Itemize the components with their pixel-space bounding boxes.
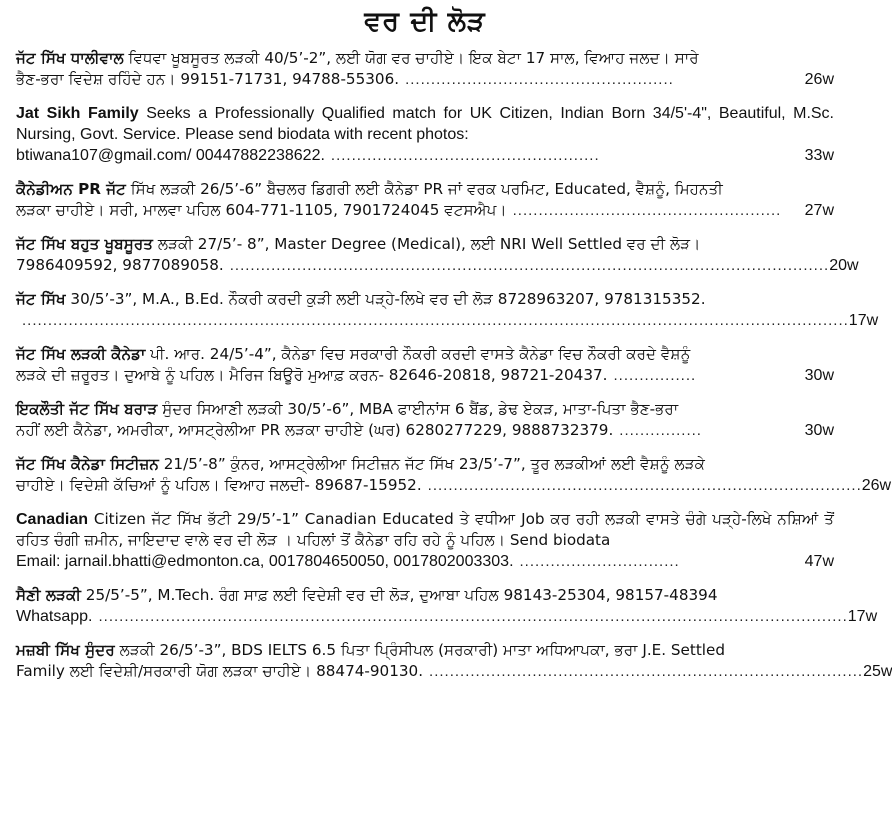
ad-text xyxy=(16,289,834,310)
ad-lead: ਮਜ਼ਬੀ ਸਿੱਖ ਸੁੰਦਰ xyxy=(16,641,115,659)
page-title: ਵਰ ਦੀ ਲੋੜ xyxy=(364,6,486,37)
ad-lead: ਜੱਟ ਸਿੱਖ ਕੈਨੇਡਾ ਸਿਟੀਜ਼ਨ xyxy=(16,455,159,473)
ad-last-line: ਲੜਕਾ ਚਾਹੀਏ। ਸਰੀ, ਮਾਲਵਾ ਪਹਿਲ 604-771-1105, 7901724045 ਵਟਸਐਪ। xyxy=(16,201,507,219)
leader-dots: .................................................... xyxy=(330,147,600,164)
ad-code: 27w xyxy=(804,202,834,219)
leader-dots: ................................................................................................................................................................ xyxy=(22,312,849,329)
ad-tail xyxy=(16,365,834,386)
ad-body: 30/5’-3”, M.A., B.Ed. ਨੌਕਰੀ ਕਰਦੀ ਕੁੜੀ ਲਈ ਪੜ੍ਹੇ-ਲਿਖੇ ਵਰ ਦੀ ਲੋੜ 8728963207, 9781315352. xyxy=(65,290,706,308)
ad-tail xyxy=(16,145,834,166)
ad-body: ਲੜਕੀ 27/5’- 8”, Master Degree (Medical), ਲਈ NRI Well Settled ਵਰ ਦੀ ਲੋੜ। xyxy=(153,235,701,253)
leader-dots: .................................................... xyxy=(405,71,674,88)
ad-item xyxy=(16,289,879,331)
ad-text xyxy=(16,48,834,69)
ad-item xyxy=(16,179,834,221)
ad-lead: ਜੱਟ ਸਿੱਖ ਲੜਕੀ ਕੈਨੇਡਾ xyxy=(16,345,146,363)
ad-item xyxy=(16,234,859,276)
leader-dots: ............................... xyxy=(519,553,680,570)
ad-tail xyxy=(16,255,859,276)
ad-tail xyxy=(16,420,834,441)
ad-tail xyxy=(16,661,892,682)
ad-last-line: ਨਹੀਂ ਲਈ ਕੈਨੇਡਾ, ਅਮਰੀਕਾ, ਆਸਟ੍ਰੇਲੀਆ PR ਲੜਕਾ ਚਾਹੀਏ (ਘਰ) 6280277229, 9888732379. xyxy=(16,421,614,439)
ad-tail xyxy=(16,310,879,331)
leader-dots: ................ xyxy=(619,422,702,439)
ad-lead: ਜੱਟ ਸਿੱਖ ਧਾਲੀਵਾਲ xyxy=(16,49,124,67)
ad-code: 30w xyxy=(804,422,834,439)
ad-code: 26w xyxy=(861,477,892,494)
ad-text xyxy=(16,344,834,365)
ad-code: 20w xyxy=(829,257,859,274)
ad-text xyxy=(16,179,834,200)
ad-list xyxy=(16,48,892,682)
leader-dots: .................................................... xyxy=(512,202,782,219)
ad-tail xyxy=(16,475,892,496)
ad-item xyxy=(16,509,834,572)
ad-lead: ਜੱਟ ਸਿੱਖ xyxy=(16,290,66,308)
ad-item xyxy=(16,454,892,496)
ad-body: ਸੁੰਦਰ ਸਿਆਣੀ ਲੜਕੀ 30/5’-6”, MBA ਫਾਈਨਾਂਸ 6 ਬੈਂਡ, ਡੇਢ ਏਕੜ, ਮਾਤਾ-ਪਿਤਾ ਭੈਣ-ਭਰਾ xyxy=(157,400,679,418)
ad-body: 21/5’-8” ਕੁੰਨਰ, ਆਸਟ੍ਰੇਲੀਆ ਸਿਟੀਜ਼ਨ ਜੱਟ ਸਿੱਖ 23/5’-7”, ਤੂਰ ਲੜਕੀਆਂ ਲਈ ਵੈਸ਼ਨੂੰ ਲੜਕੇ xyxy=(158,455,706,473)
ad-lead: Canadian xyxy=(16,511,89,528)
ad-code: 47w xyxy=(804,553,834,570)
ad-code: 26w xyxy=(804,71,834,88)
ad-code: 30w xyxy=(804,367,834,384)
ad-text xyxy=(16,585,834,606)
ad-last-line: Family ਲਈ ਵਿਦੇਸ਼ੀ/ਸਰਕਾਰੀ ਯੋਗ ਲੜਕਾ ਚਾਹੀਏ। 88474-90130. xyxy=(16,662,424,680)
ad-lead: ਸੈਣੀ ਲੜਕੀ xyxy=(16,586,81,604)
ad-text xyxy=(16,103,834,145)
ad-item xyxy=(16,399,834,441)
ad-tail xyxy=(16,551,834,572)
ad-last-line: btiwana107@gmail.com/ 00447882238622. xyxy=(16,147,325,164)
ad-last-line: Email: jarnail.bhatti@edmonton.ca, 0017804650050, 0017802003303. xyxy=(16,553,514,570)
ad-item xyxy=(16,640,892,682)
ad-lead: ਕੈਨੇਡੀਅਨ PR ਜੱਟ xyxy=(16,180,126,198)
ad-item xyxy=(16,103,834,166)
leader-dots: .................................................................................... xyxy=(429,663,864,680)
ad-body: ਪੀ. ਆਰ. 24/5’-4”, ਕੈਨੇਡਾ ਵਿਚ ਸਰਕਾਰੀ ਨੌਕਰੀ ਕਰਦੀ ਵਾਸਤੇ ਕੈਨੇਡਾ ਵਿਚ ਨੌਕਰੀ ਕਰਦੇ ਵੈਸ਼ਨੂੰ xyxy=(145,345,691,363)
ad-code: 33w xyxy=(804,147,834,164)
ad-text xyxy=(16,640,834,661)
ad-body: ਵਿਧਵਾ ਖੂਬਸੂਰਤ ਲੜਕੀ 40/5’-2”, ਲਈ ਯੋਗ ਵਰ ਚਾਹੀਏ। ਇਕ ਬੇਟਾ 17 ਸਾਲ, ਵਿਆਹ ਜਲਦ। ਸਾਰੇ xyxy=(123,49,699,67)
ad-body: ਲੜਕੀ 26/5’-3”, BDS IELTS 6.5 ਪਿਤਾ ਪ੍ਰਿੰਸੀਪਲ (ਸਰਕਾਰੀ) ਮਾਤਾ ਅਧਿਆਪਕਾ, ਭਰਾ J.E. Settled xyxy=(114,641,726,659)
ad-text xyxy=(16,454,834,475)
ad-item xyxy=(16,344,834,386)
ad-last-line: ਚਾਹੀਏ। ਵਿਦੇਸ਼ੀ ਕੱਚਿਆਂ ਨੂੰ ਪਹਿਲ। ਵਿਆਹ ਜਲਦੀ- 89687-15952. xyxy=(16,476,422,494)
ad-tail xyxy=(16,200,834,221)
ad-body: Seeks a Professionally Qualified match for UK Citizen, Indian Born 34/5'-4", Beautiful, M.Sc. Nursing, Govt. Service. Please send biodata with recent photos: xyxy=(16,105,835,143)
ad-item xyxy=(16,585,878,627)
ad-body: 25/5’-5”, M.Tech. ਰੰਗ ਸਾਫ਼ ਲਈ ਵਿਦੇਸ਼ੀ ਵਰ ਦੀ ਲੋੜ, ਦੁਆਬਾ ਪਹਿਲ 98143-25304, 98157-48394 xyxy=(80,586,718,604)
ad-last-line: 7986409592, 9877089058. xyxy=(16,256,224,274)
leader-dots: ................ xyxy=(613,367,697,384)
ad-lead: ਜੱਟ ਸਿੱਖ ਬਹੁਤ ਖੂਬਸੂਰਤ xyxy=(16,235,154,253)
leader-dots: ................................................................................................................................................. xyxy=(98,608,848,625)
ad-lead: Jat Sikh Family xyxy=(16,105,139,122)
ad-tail xyxy=(16,69,834,90)
ad-text xyxy=(16,509,834,551)
ad-code: 17w xyxy=(848,312,879,329)
ad-text xyxy=(16,234,834,255)
ad-last-line: Whatsapp. xyxy=(16,608,93,625)
ad-body: ਸਿੱਖ ਲੜਕੀ 26/5’-6” ਬੈਚਲਰ ਡਿਗਰੀ ਲਈ ਕੈਨੇਡਾ PR ਜਾਂ ਵਰਕ ਪਰਮਿਟ, Educated, ਵੈਸ਼ਨੂੰ, ਮਿਹਨਤੀ xyxy=(125,180,723,198)
ad-last-line: ਲੜਕੇ ਦੀ ਜ਼ਰੂਰਤ। ਦੁਆਬੇ ਨੂੰ ਪਹਿਲ। ਮੈਰਿਜ ਬਿਊਰੋ ਮੁਆਫ਼ ਕਰਨ- 82646-20818, 98721-20437. xyxy=(16,366,608,384)
ad-item xyxy=(16,48,834,90)
ad-tail xyxy=(16,606,878,627)
ad-lead: ਇਕਲੌਤੀ ਜੱਟ ਸਿੱਖ ਬਰਾੜ xyxy=(16,400,158,418)
ad-text xyxy=(16,399,834,420)
ad-code: 25w xyxy=(863,663,892,680)
leader-dots: .................................................................................................................... xyxy=(229,257,830,274)
ad-body: Citizen ਜੱਟ ਸਿੱਖ ਭੱਟੀ 29/5’-1” Canadian Educated ਤੇ ਵਧੀਆ Job ਕਰ ਰਹੀ ਲੜਕੀ ਵਾਸਤੇ ਚੰਗੇ ਪੜ੍ਹੇ-ਲਿਖੇ ਨਸ਼ਿਆਂ ਤੋਂ ਰਹਿਤ ਚੰਗੀ ਜ਼ਮੀਨ, ਜਾਇਦਾਦ ਵਾਲੇ ਵਰ ਦੀ ਲੋੜ । ਪਹਿਲਾਂ ਤੋਂ ਕੈਨੇਡਾ ਰਹਿ ਰਹੇ ਨੂੰ ਪਹਿਲ। Send biodata xyxy=(16,510,834,549)
leader-dots: .................................................................................... xyxy=(427,477,862,494)
ad-code: 17w xyxy=(847,608,878,625)
ad-last-line: ਭੈਣ-ਭਰਾ ਵਿਦੇਸ਼ ਰਹਿੰਦੇ ਹਨ। 99151-71731, 94788-55306. xyxy=(16,70,400,88)
